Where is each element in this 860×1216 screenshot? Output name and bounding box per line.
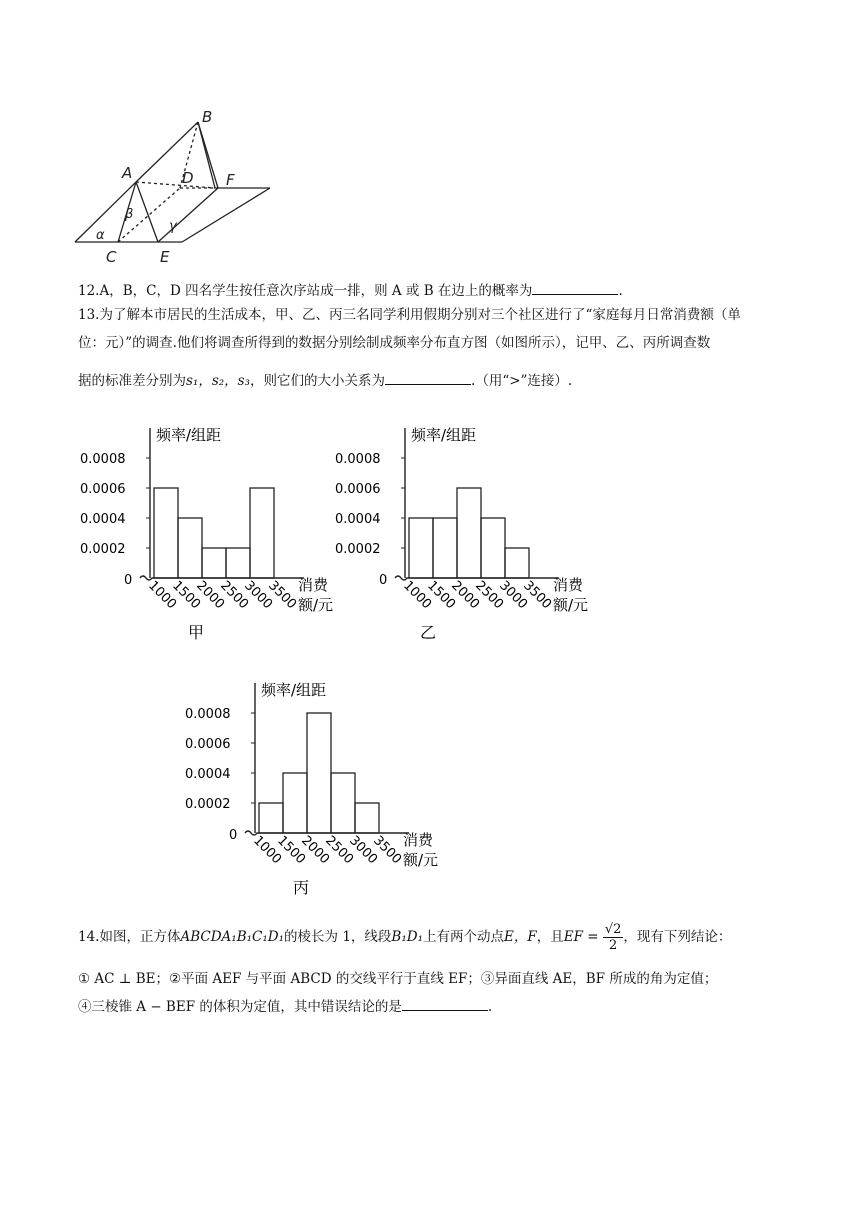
x-tick-label: 1000 — [400, 578, 435, 613]
question-14-line1 — [78, 922, 731, 953]
x-tick-label: 3000 — [346, 833, 381, 868]
q13-line3-b: ，则它们的大小关系为 — [250, 373, 386, 389]
q13-number: 13. — [78, 307, 100, 323]
histogram-bar — [505, 548, 529, 578]
origin-label: 0 — [124, 573, 133, 588]
q13-line2: 位：元）”的调查.他们将调查所得到的数据分别绘制成频率分布直方图（如图所示），记甲、乙、丙所调查数 — [78, 335, 711, 351]
y-axis-label: 频率/组距 — [261, 681, 327, 699]
chart-caption: 乙 — [420, 623, 437, 642]
x-axis-label-line1: 消费 — [298, 576, 329, 594]
x-tick-label: 1500 — [274, 833, 309, 868]
x-tick-label: 1000 — [250, 833, 285, 868]
y-tick-label: 0.0002 — [335, 542, 381, 557]
histogram-bar — [307, 713, 331, 833]
x-tick-label: 3500 — [370, 833, 405, 868]
x-tick-label: 3500 — [520, 578, 555, 613]
question-14-line2 — [78, 970, 717, 988]
label-beta: β — [125, 207, 134, 222]
y-tick-label: 0.0008 — [185, 707, 231, 722]
histogram-bar — [250, 488, 274, 578]
x-tick-label: 2000 — [298, 833, 333, 868]
q13-answer-blank[interactable] — [385, 372, 471, 385]
label-F: F — [226, 171, 235, 189]
histogram-bar — [331, 773, 355, 833]
histogram-bing — [175, 665, 475, 905]
q14-line3: ④三棱锥 A − BEF 的体积为定值，其中错误结论的是 — [78, 999, 402, 1015]
x-tick-label: 3000 — [496, 578, 531, 613]
origin-label: 0 — [229, 828, 238, 843]
x-axis-label-line2: 额/元 — [553, 596, 589, 614]
x-tick-label: 1500 — [424, 578, 459, 613]
histogram-bar — [202, 548, 226, 578]
histogram-bar — [481, 518, 505, 578]
x-tick-label: 2500 — [472, 578, 507, 613]
histogram-bar — [283, 773, 307, 833]
x-tick-label: 3000 — [241, 578, 276, 613]
label-D: D — [182, 169, 194, 187]
x-axis-label-line2: 额/元 — [298, 596, 334, 614]
question-13-line1 — [78, 306, 741, 324]
histogram-bar — [259, 803, 283, 833]
q14-line1-d: ，且 — [536, 929, 564, 945]
x-tick-label: 2500 — [217, 578, 252, 613]
q14-ef: EF = — [563, 929, 599, 945]
y-tick-label: 0.0008 — [335, 452, 381, 467]
histogram-bar — [178, 518, 202, 578]
q12-text: A，B，C，D 四名学生按任意次序站成一排，则 A 或 B 在边上的概率为 — [99, 283, 533, 299]
q13-line3-a: 据的标准差分别为 — [78, 373, 186, 389]
y-tick-label: 0.0006 — [80, 482, 126, 497]
q14-line1-a: 如图，正方体 — [99, 929, 181, 945]
x-tick-label: 2500 — [322, 833, 357, 868]
q14-number: 14. — [78, 929, 100, 945]
histogram-bar — [154, 488, 178, 578]
label-C: C — [106, 248, 117, 266]
dihedral-figure — [70, 100, 280, 270]
x-tick-label: 3500 — [265, 578, 300, 613]
y-tick-label: 0.0004 — [80, 512, 126, 527]
q13-line3-c: .（用“>”连接）. — [471, 373, 573, 389]
label-B: B — [202, 108, 213, 126]
q14-fraction — [603, 922, 624, 953]
y-tick-label: 0.0004 — [335, 512, 381, 527]
q14-answer-blank[interactable] — [402, 998, 488, 1011]
x-tick-label: 2000 — [448, 578, 483, 613]
q14-seg: B₁D₁ — [391, 929, 423, 945]
q14-line3-tail: . — [487, 999, 493, 1015]
q12-tail: . — [618, 283, 623, 299]
q14-frac-den: 2 — [609, 938, 618, 953]
q13-vars: s₁，s₂，s₃ — [186, 373, 251, 389]
label-A: A — [122, 164, 133, 182]
question-14-line3 — [78, 998, 492, 1016]
q14-frac-num: √2 — [604, 922, 622, 937]
q12-answer-blank[interactable] — [532, 282, 618, 295]
label-gamma: γ — [169, 219, 177, 234]
y-tick-label: 0.0002 — [185, 797, 231, 812]
q14-line1-c: 上有两个动点 — [423, 929, 504, 945]
y-axis-label: 频率/组距 — [411, 426, 477, 444]
question-13-line3 — [78, 372, 572, 390]
x-axis-label-line1: 消费 — [553, 576, 584, 594]
x-tick-label: 2000 — [193, 578, 228, 613]
x-tick-label: 1500 — [169, 578, 204, 613]
x-axis-label-line1: 消费 — [403, 831, 434, 849]
histogram-bar — [226, 548, 250, 578]
chart-caption: 甲 — [188, 623, 205, 642]
y-tick-label: 0.0002 — [80, 542, 126, 557]
histogram-bar — [433, 518, 457, 578]
origin-label: 0 — [379, 573, 388, 588]
histogram-bar — [409, 518, 433, 578]
q14-pts: E，F — [504, 929, 537, 945]
y-tick-label: 0.0008 — [80, 452, 126, 467]
q13-line1: 为了解本市居民的生活成本，甲、乙、丙三名同学利用假期分别对三个社区进行了“家庭每月日常消费额（单 — [99, 307, 741, 323]
y-axis-label: 频率/组距 — [156, 426, 222, 444]
chart-caption: 丙 — [293, 878, 310, 897]
histogram-yi — [325, 410, 625, 650]
x-tick-label: 1000 — [145, 578, 180, 613]
q12-number: 12. — [78, 283, 100, 299]
question-12 — [78, 282, 623, 300]
y-tick-label: 0.0006 — [335, 482, 381, 497]
q14-line1-e: ，现有下列结论： — [623, 929, 732, 945]
q14-line1-b: 的棱长为 1，线段 — [284, 929, 392, 945]
label-E: E — [160, 248, 170, 266]
q14-line2: ① AC ⊥ BE；②平面 AEF 与平面 ABCD 的交线平行于直线 EF；③异面直线 AE，BF 所成的角为定值； — [78, 971, 718, 987]
histogram-bar — [355, 803, 379, 833]
label-alpha: α — [96, 228, 105, 243]
q14-cube: ABCDA₁B₁C₁D₁ — [180, 929, 285, 945]
histogram-bar — [457, 488, 481, 578]
x-axis-label-line2: 额/元 — [403, 851, 439, 869]
y-tick-label: 0.0004 — [185, 767, 231, 782]
y-tick-label: 0.0006 — [185, 737, 231, 752]
question-13-line2 — [78, 334, 710, 352]
